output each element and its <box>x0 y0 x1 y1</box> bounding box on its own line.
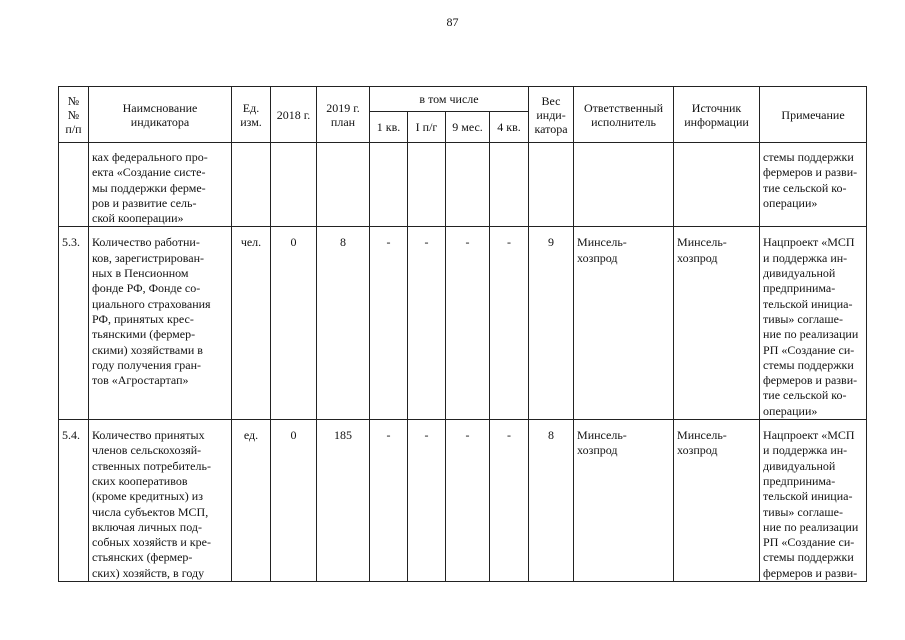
row-weight: 8 <box>529 420 574 582</box>
row-2019-plan: 185 <box>317 420 370 582</box>
page-number: 87 <box>446 15 459 29</box>
table-header-row <box>59 87 867 112</box>
row-9-months: - <box>446 420 490 582</box>
header-2018: 2018 г. <box>271 87 317 143</box>
header-2019-plan: 2019 г. план <box>317 87 370 143</box>
row-responsible <box>574 143 674 227</box>
header-responsible: Ответственный исполнитель <box>574 87 674 143</box>
header-num: № № п/п <box>59 87 89 143</box>
row-num: 5.3. <box>59 227 89 420</box>
row-9-months: - <box>446 227 490 420</box>
row-note: стемы поддержки фермеров и разви- тие сельской ко- операции» <box>760 143 867 227</box>
header-9-months: 9 мес. <box>446 112 490 143</box>
row-source: Минсель- хозпрод <box>674 420 760 582</box>
header-source: Источник информации <box>674 87 760 143</box>
row-half-year: - <box>408 420 446 582</box>
row-q4: - <box>490 227 529 420</box>
row-note: Нацпроект «МСП и поддержка ин- дивидуальной предпринима- тельской инициа- тивы» соглаше- ние по реализации РП «Создание си- стемы поддержки фермеров и разви- <box>760 420 867 582</box>
row-source: Минсель- хозпрод <box>674 227 760 420</box>
row-2019-plan <box>317 143 370 227</box>
row-indicator-name: Количество работни- ков, зарегистрирован- ных в Пенсионном фонде РФ, Фонде со- циального страхования РФ, принятых крес- тьянскими (фермер- скими) хозяйствами в году получения гран- тов «Агростартап» <box>89 227 232 420</box>
row-unit: чел. <box>232 227 271 420</box>
row-q4 <box>490 143 529 227</box>
row-q1 <box>370 143 408 227</box>
table-row <box>59 143 867 227</box>
row-2018: 0 <box>271 227 317 420</box>
header-q1: 1 кв. <box>370 112 408 143</box>
row-responsible: Минсель- хозпрод <box>574 227 674 420</box>
row-q4: - <box>490 420 529 582</box>
row-num: 5.4. <box>59 420 89 582</box>
row-9-months <box>446 143 490 227</box>
row-weight <box>529 143 574 227</box>
table-row <box>59 227 867 420</box>
row-unit: ед. <box>232 420 271 582</box>
row-q1: - <box>370 420 408 582</box>
row-2018 <box>271 143 317 227</box>
row-half-year: - <box>408 227 446 420</box>
row-2018: 0 <box>271 420 317 582</box>
header-half-year: I п/г <box>408 112 446 143</box>
row-weight: 9 <box>529 227 574 420</box>
header-weight: Вес инди- катора <box>529 87 574 143</box>
header-note: Примечание <box>760 87 867 143</box>
row-half-year <box>408 143 446 227</box>
header-q4: 4 кв. <box>490 112 529 143</box>
row-source <box>674 143 760 227</box>
header-unit: Ед. изм. <box>232 87 271 143</box>
row-num <box>59 143 89 227</box>
row-note: Нацпроект «МСП и поддержка ин- дивидуальной предпринима- тельской инициа- тивы» соглаше- ние по реализации РП «Создание си- стемы поддержки фермеров и разви- тие сельской ко- операции» <box>760 227 867 420</box>
indicators-table <box>58 86 867 582</box>
row-indicator-name: ках федерального про- екта «Создание систе- мы поддержки ферме- ров и развитие сель- ской кооперации» <box>89 143 232 227</box>
row-2019-plan: 8 <box>317 227 370 420</box>
row-q1: - <box>370 227 408 420</box>
header-including: в том числе <box>370 87 529 112</box>
row-unit <box>232 143 271 227</box>
header-indicator-name: Наимснование индикатора <box>89 87 232 143</box>
row-responsible: Минсель- хозпрод <box>574 420 674 582</box>
table-row <box>59 420 867 582</box>
row-indicator-name: Количество принятых членов сельскохозяй- ственных потребитель- ских кооперативов (кроме кредитных) из числа субъектов МСП, включая личных под- собных хозяйств и кре- стьянских (фермер- ских) хозяйств, в году <box>89 420 232 582</box>
